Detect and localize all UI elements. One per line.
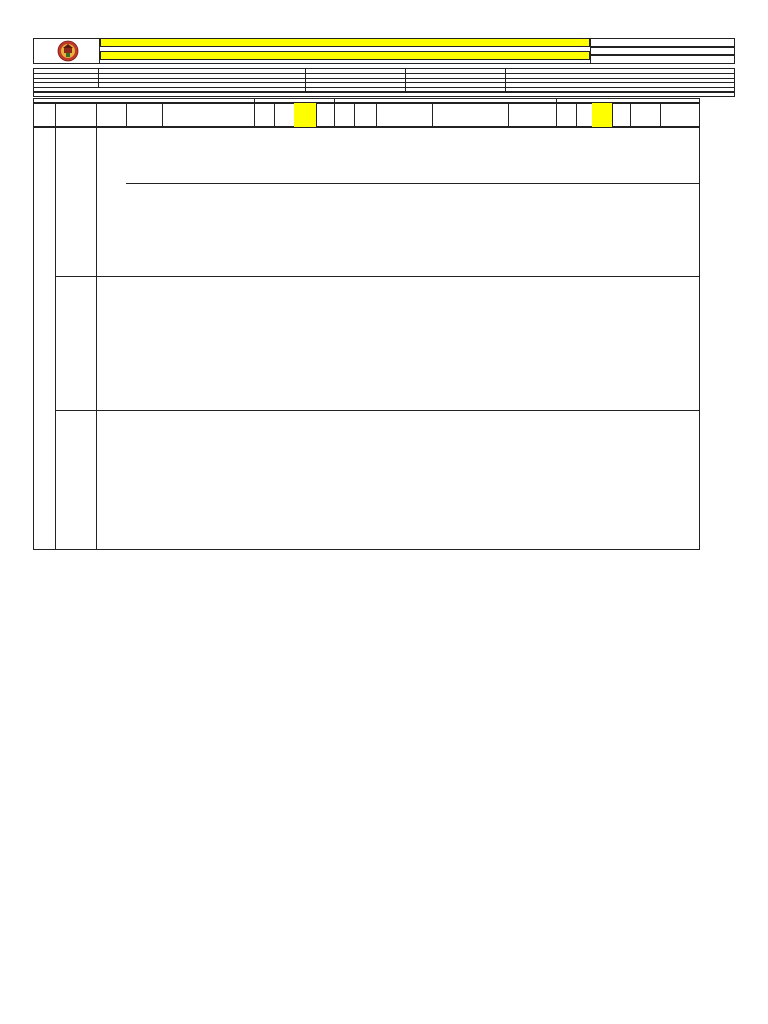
info-label (34, 74, 94, 78)
info-label (34, 83, 94, 87)
column-header (162, 103, 254, 127)
approval-row-label (306, 78, 404, 82)
table-body-frame (33, 127, 700, 550)
group-divider (55, 276, 700, 277)
process-label (55, 127, 96, 276)
column-divider (96, 127, 97, 550)
info-value (100, 69, 300, 73)
column-header (354, 103, 376, 127)
info-divider (98, 68, 99, 87)
info-value (100, 74, 300, 78)
group-divider (55, 410, 700, 411)
column-header (376, 103, 432, 127)
column-header (274, 103, 294, 127)
approval-name-header (305, 69, 405, 73)
iperc-title (100, 53, 590, 59)
info-divider (505, 68, 506, 92)
approval-row-label (306, 83, 404, 87)
university-logo (57, 40, 79, 62)
section-header (33, 99, 254, 103)
column-header (576, 103, 592, 127)
hierarchy-item (565, 88, 735, 92)
info-value (100, 78, 300, 82)
matrix-banner (33, 93, 433, 97)
section-header (334, 99, 556, 103)
column-header (254, 103, 274, 127)
column-header (126, 103, 162, 127)
page-number (590, 57, 735, 63)
info-label (34, 78, 94, 82)
info-value (100, 83, 300, 87)
column-header (612, 103, 630, 127)
subprocess-label (96, 127, 126, 276)
row-divider (126, 183, 700, 184)
column-header (316, 103, 334, 127)
column-header (432, 103, 508, 127)
document-code (590, 40, 735, 46)
approval-row-label (306, 73, 404, 77)
subprocess-label (96, 410, 126, 550)
system-title (100, 40, 590, 46)
process-label (55, 410, 96, 550)
column-header (508, 103, 556, 127)
process-label (55, 276, 96, 410)
info-label (34, 69, 94, 73)
subprocess-label (96, 276, 126, 410)
column-header (334, 103, 354, 127)
column-header (33, 103, 55, 127)
column-header (630, 103, 660, 127)
column-header (592, 103, 612, 127)
column-header (660, 103, 700, 127)
column-header (55, 103, 96, 127)
approval-sign-header (405, 69, 505, 73)
column-header (294, 103, 316, 127)
section-header (254, 99, 334, 103)
cell-peligro (126, 127, 162, 183)
column-header (96, 103, 126, 127)
column-header (556, 103, 576, 127)
section-header (556, 99, 700, 103)
